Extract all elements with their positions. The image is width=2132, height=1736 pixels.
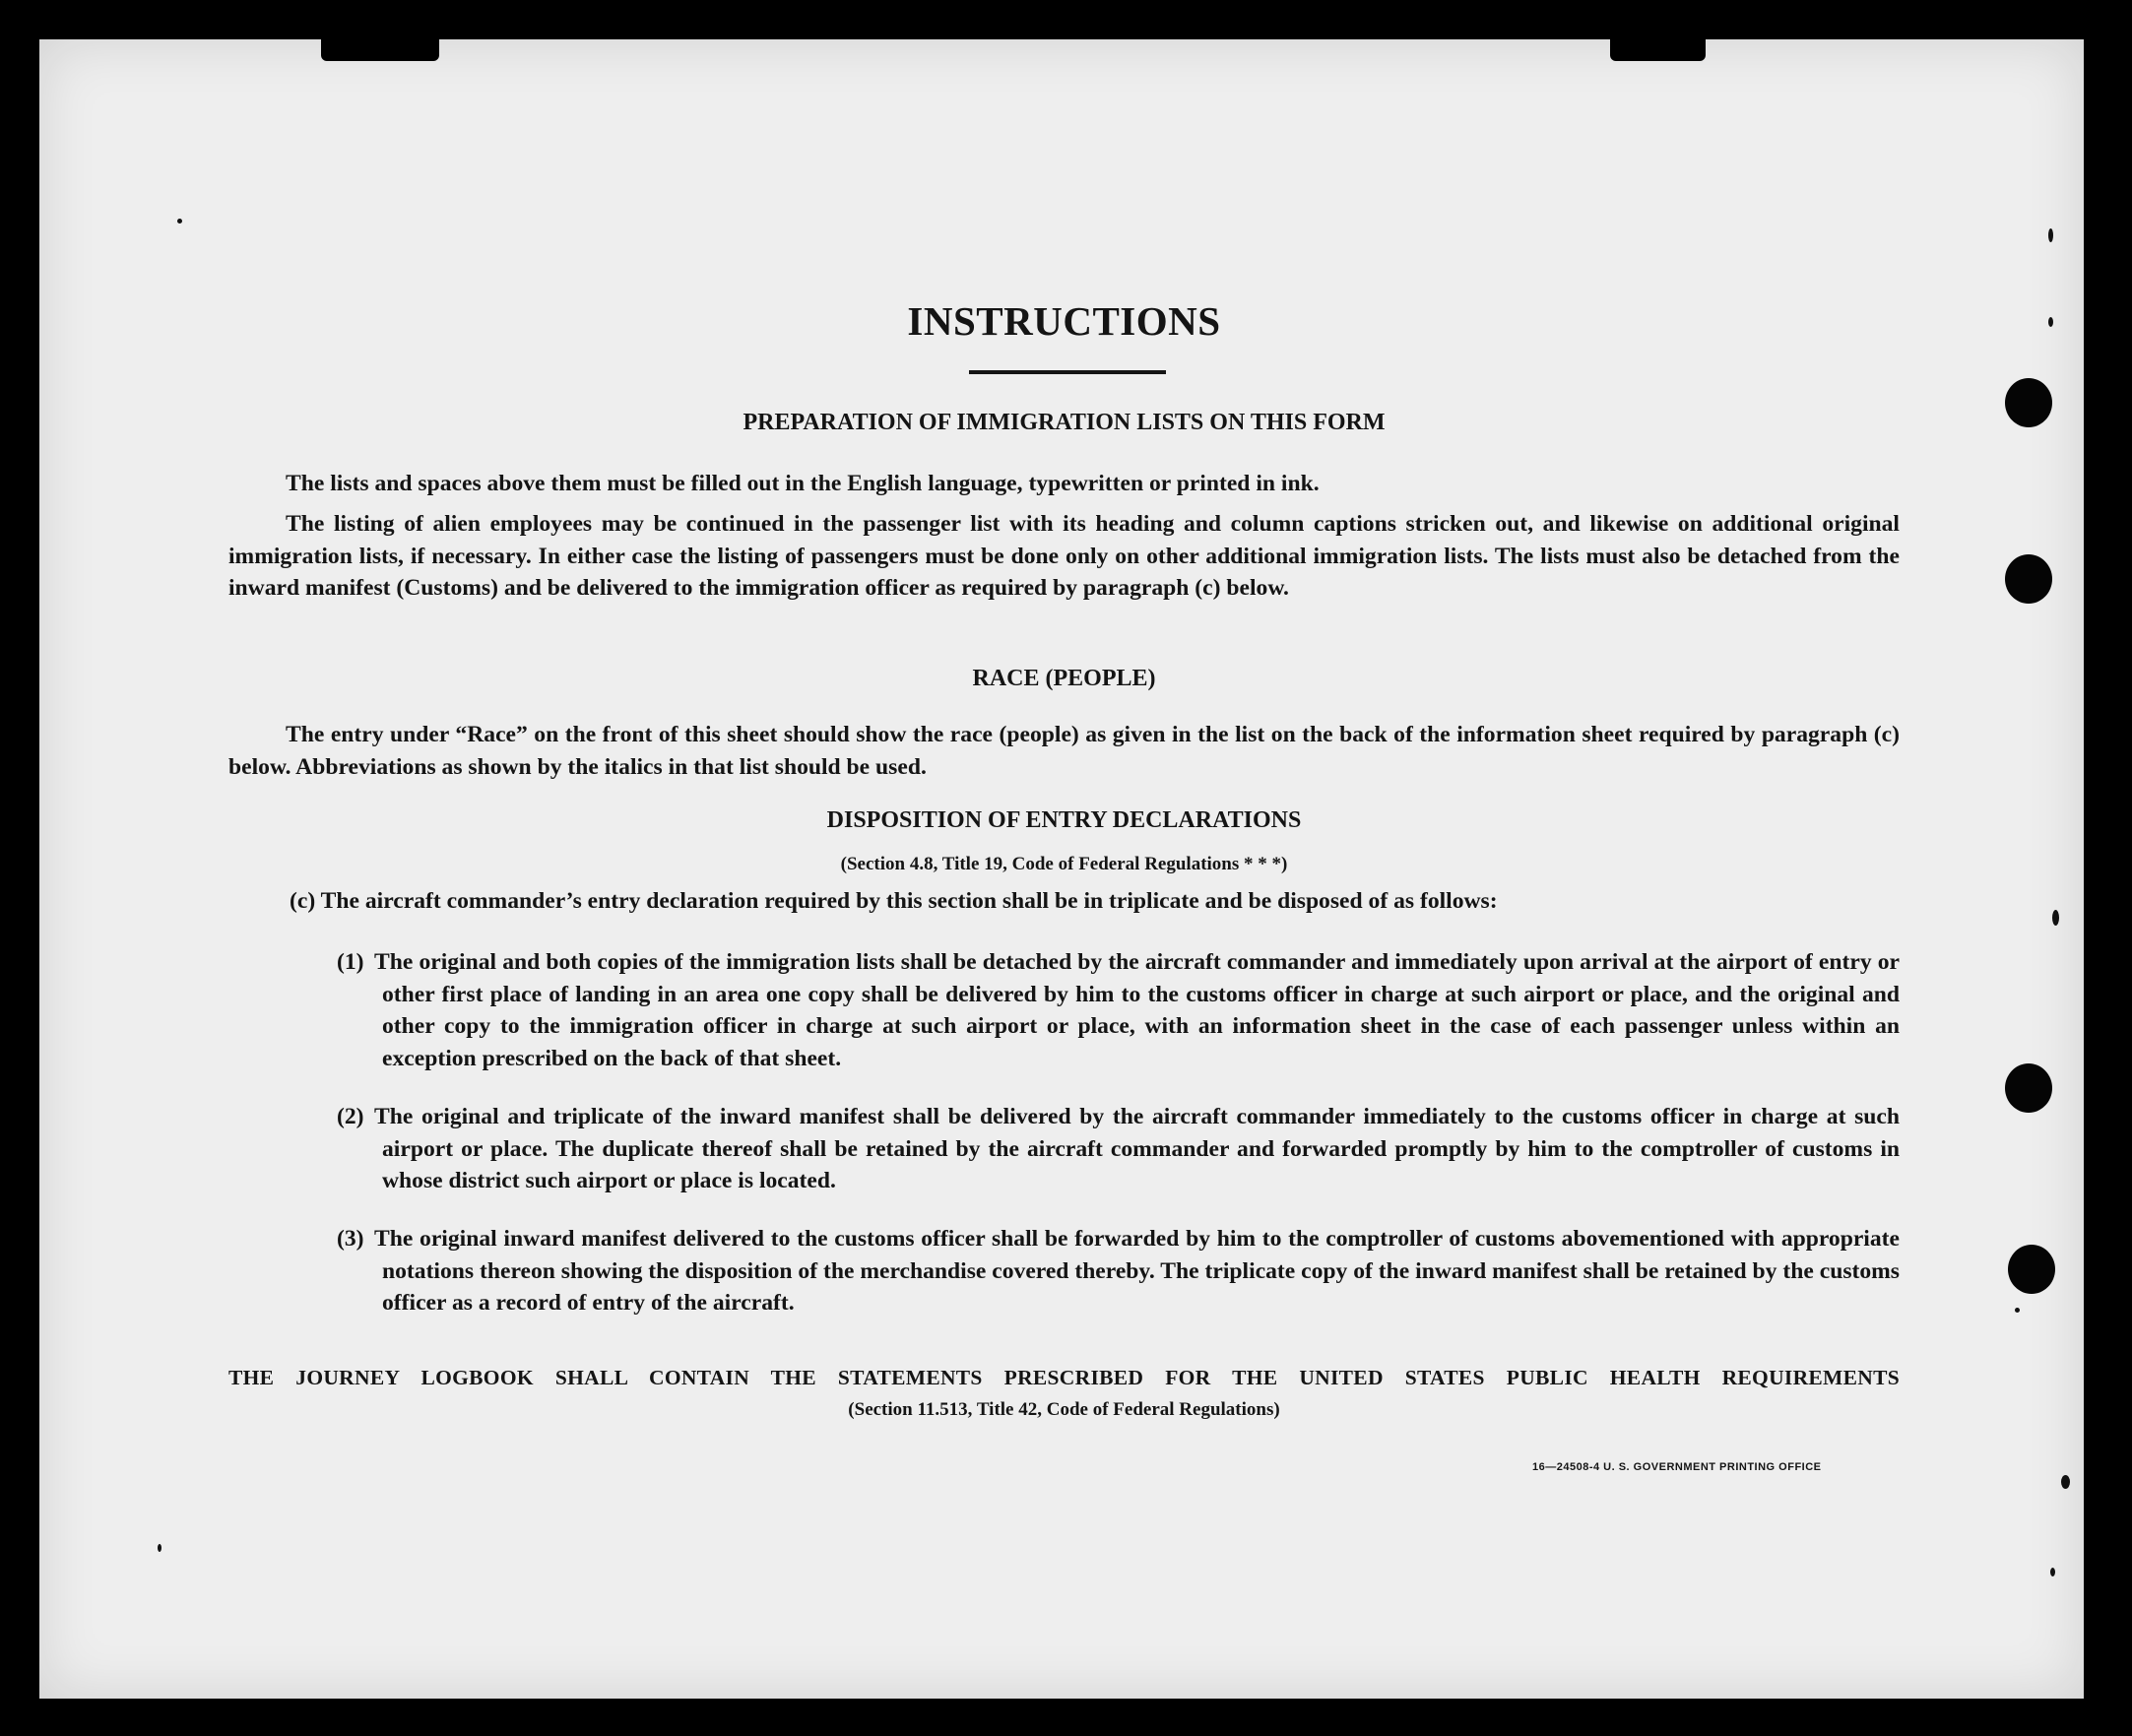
item-number: (2) [337,1104,364,1129]
punch-hole-3 [2005,1063,2052,1113]
print-code: 16—24508-4 U. S. GOVERNMENT PRINTING OFFICE [1532,1461,1822,1473]
title-underline [969,370,1166,374]
bleed-through-text [246,128,2068,423]
disposition-item-1 [337,946,1900,1074]
scan-mark [2015,1308,2020,1313]
scan-mark [2050,1568,2055,1576]
scan-mark [177,219,182,224]
race-paragraph: The entry under “Race” on the front of this sheet should show the race (people) as given in the list on the back of the information sheet required by paragraph (c) below. Abbreviations as shown by the italics in that list should be used. [228,722,1900,780]
item-number: (3) [337,1226,364,1252]
disposition-intro: (c) The aircraft commander’s entry declaration required by this section shall be in triplicate and be disposed of as follows: [290,888,1498,914]
page-title: INSTRUCTIONS [907,298,1221,344]
heading-disposition: DISPOSITION OF ENTRY DECLARATIONS [826,807,1302,833]
disposition-item-2 [337,1101,1900,1197]
scan-mark [158,1544,162,1552]
heading-preparation: PREPARATION OF IMMIGRATION LISTS ON THIS FORM [743,410,1386,435]
scan-mark [2061,1475,2070,1489]
staple-tab-left [321,39,439,61]
disposition-citation: (Section 4.8, Title 19, Code of Federal Regulations * * *) [840,854,1288,874]
punch-hole-4 [2008,1245,2055,1294]
preparation-paragraph-1: The lists and spaces above them must be filled out in the English language, typewritten or printed in ink. [286,471,1320,496]
disposition-item-3 [337,1223,1900,1319]
staple-tab-right [1610,39,1706,61]
punch-hole-2 [2005,554,2052,604]
preparation-paragraph-2: The listing of alien employees may be continued in the passenger list with its heading and column captions stricken out, and likewise on additional original immigration lists, if necessary. In either case the listing of passengers must be done only on other additional immigration lists. The lists must also be detached from the inward manifest (Customs) and be delivered to the immigration officer as required by paragraph (c) below. [228,511,1900,601]
footer-citation: (Section 11.513, Title 42, Code of Federal Regulations) [848,1399,1280,1420]
scan-mark [2052,910,2059,926]
footer-statement: THE JOURNEY LOGBOOK SHALL CONTAIN THE STATEMENTS PRESCRIBED FOR THE UNITED STATES PUBLIC HEALTH REQUIREMENTS [228,1366,1900,1389]
item-text: The original inward manifest delivered to the customs officer shall be forwarded by him to the comptroller of customs abovementioned with appropriate notations thereon showing the disposition of the merchandise covered thereby. The triplicate copy of the inward manifest shall be retained by the customs officer as a record of entry of the aircraft. [374,1226,1900,1316]
item-text: The original and both copies of the immigration lists shall be detached by the aircraft commander and immediately upon arrival at the airport of entry or other first place of landing in an area one copy shall be delivered by him to the customs officer in charge at such airport or place, and the original and other copy to the immigration officer in charge at such airport or place, with an information sheet in the case of each passenger unless within an exception prescribed on the back of that sheet. [374,949,1900,1071]
item-text: The original and triplicate of the inward manifest shall be delivered by the aircraft commander immediately to the customs officer in charge at such airport or place. The duplicate thereof shall be retained by the aircraft commander and forwarded promptly by him to the comptroller of customs in whose district such airport or place is located. [374,1104,1900,1193]
item-number: (1) [337,949,364,975]
heading-race: RACE (PEOPLE) [972,666,1156,691]
